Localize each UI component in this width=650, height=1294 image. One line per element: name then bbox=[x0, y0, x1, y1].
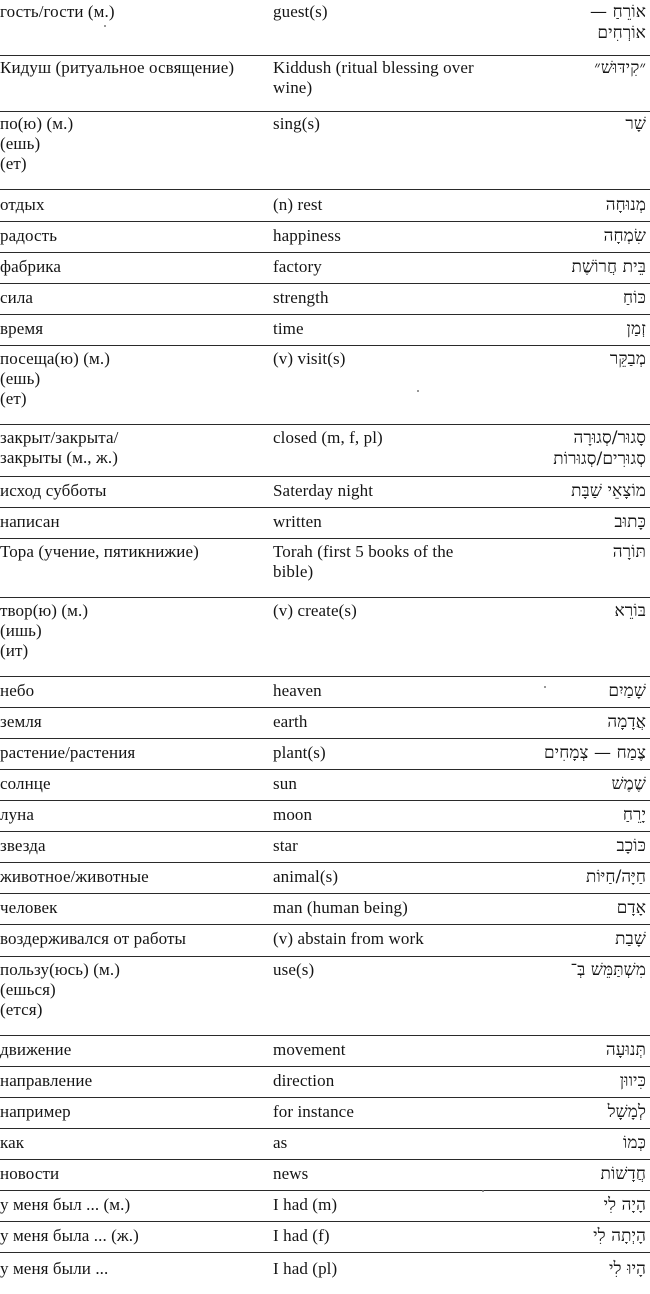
russian-term: небо bbox=[0, 681, 35, 700]
vocab-row bbox=[0, 56, 650, 112]
vocab-row bbox=[0, 222, 650, 253]
vocab-row bbox=[0, 598, 650, 677]
vocab-row bbox=[0, 346, 650, 425]
vocab-row bbox=[0, 708, 650, 739]
english-term: moon bbox=[273, 805, 313, 824]
english-term: factory bbox=[273, 257, 322, 276]
hebrew-term: צֶמַח — צְמָחִים bbox=[543, 743, 646, 763]
vocab-row bbox=[0, 863, 650, 894]
russian-term: человек bbox=[0, 898, 58, 917]
russian-term: направление bbox=[0, 1071, 93, 1090]
vocab-row bbox=[0, 801, 650, 832]
vocab-row bbox=[0, 1253, 650, 1294]
vocab-row bbox=[0, 957, 650, 1036]
hebrew-term: שָׁר bbox=[625, 114, 646, 134]
vocab-row bbox=[0, 112, 650, 190]
scan-speck bbox=[104, 25, 106, 27]
english-term: direction bbox=[273, 1071, 335, 1090]
hebrew-term: חַיָּה/חַיּוֹת bbox=[585, 867, 646, 887]
vocab-row bbox=[0, 1160, 650, 1191]
vocab-row bbox=[0, 894, 650, 925]
english-term: animal(s) bbox=[273, 867, 339, 886]
english-term: I had (f) bbox=[273, 1226, 330, 1245]
english-term: I had (m) bbox=[273, 1195, 338, 1214]
vocab-row bbox=[0, 1036, 650, 1067]
russian-term: животное/животные bbox=[0, 867, 149, 886]
vocab-row bbox=[0, 508, 650, 539]
hebrew-term: בֵּית חֲרוֹשֶׁת bbox=[571, 257, 646, 277]
russian-term: время bbox=[0, 319, 44, 338]
russian-term: например bbox=[0, 1102, 71, 1121]
hebrew-term: כּוֹחַ bbox=[622, 288, 646, 308]
english-term: Saterday night bbox=[273, 481, 374, 500]
russian-term: у меня были ... bbox=[0, 1259, 109, 1278]
hebrew-term: חֲדָשׁוֹת bbox=[600, 1164, 646, 1184]
russian-term: земля bbox=[0, 712, 42, 731]
vocab-row bbox=[0, 315, 650, 346]
russian-term: как bbox=[0, 1133, 25, 1152]
hebrew-term: כּוֹכָב bbox=[616, 836, 646, 856]
vocab-row bbox=[0, 477, 650, 508]
vocab-row bbox=[0, 0, 650, 56]
russian-term: луна bbox=[0, 805, 35, 824]
english-term: Torah (first 5 books of the bible) bbox=[273, 542, 454, 581]
russian-term: у меня был ... (м.) bbox=[0, 1195, 131, 1214]
vocab-row bbox=[0, 425, 650, 477]
russian-term: гость/гости (м.) bbox=[0, 2, 115, 21]
hebrew-term: יָרֵחַ bbox=[622, 805, 646, 825]
hebrew-term: כְּמוֹ bbox=[622, 1133, 646, 1153]
russian-term: Кидуш (ритуальное освящение) bbox=[0, 58, 235, 77]
english-term: man (human being) bbox=[273, 898, 408, 917]
english-term: guest(s) bbox=[273, 2, 328, 21]
english-term: sing(s) bbox=[273, 114, 320, 133]
vocab-row bbox=[0, 190, 650, 222]
russian-term: радость bbox=[0, 226, 58, 245]
english-term: (v) abstain from work bbox=[273, 929, 424, 948]
hebrew-term: תְּנוּעָה bbox=[605, 1040, 646, 1060]
scan-speck bbox=[482, 1190, 484, 1192]
russian-term: растение/растения bbox=[0, 743, 136, 762]
hebrew-term: כִּיווּן bbox=[619, 1071, 646, 1091]
russian-term: исход субботы bbox=[0, 481, 107, 500]
hebrew-term: בּוֹרֵא bbox=[614, 601, 646, 621]
english-term: use(s) bbox=[273, 960, 315, 979]
hebrew-term: כָּתוּב bbox=[614, 512, 646, 532]
hebrew-term: מְנוּחָה bbox=[605, 195, 646, 215]
vocab-row bbox=[0, 253, 650, 284]
english-term: earth bbox=[273, 712, 308, 731]
scan-speck bbox=[544, 686, 546, 688]
english-term: strength bbox=[273, 288, 329, 307]
hebrew-term: שָׁבַת bbox=[615, 929, 646, 949]
russian-term: воздерживался от работы bbox=[0, 929, 187, 948]
vocab-row bbox=[0, 677, 650, 708]
english-term: for instance bbox=[273, 1102, 354, 1121]
russian-term: по(ю) (м.) (ешь) (ет) bbox=[0, 114, 74, 173]
vocab-row bbox=[0, 1098, 650, 1129]
russian-term: звезда bbox=[0, 836, 46, 855]
english-term: sun bbox=[273, 774, 297, 793]
vocab-row bbox=[0, 770, 650, 801]
hebrew-term: אָדָם bbox=[616, 898, 646, 918]
russian-term: движение bbox=[0, 1040, 72, 1059]
russian-term: Тора (учение, пятикнижие) bbox=[0, 542, 199, 561]
hebrew-term: זְמַן bbox=[626, 319, 646, 339]
english-term: movement bbox=[273, 1040, 346, 1059]
vocab-row bbox=[0, 1191, 650, 1222]
english-term: star bbox=[273, 836, 298, 855]
english-term: written bbox=[273, 512, 322, 531]
hebrew-term: שִׂמְחָה bbox=[603, 226, 646, 246]
vocab-row bbox=[0, 925, 650, 957]
english-term: (v) visit(s) bbox=[273, 349, 346, 368]
hebrew-term: סָגוּר/סְגוּרָה סְגוּרִים/סְגוּרוֹת bbox=[553, 428, 646, 469]
russian-term: у меня была ... (ж.) bbox=[0, 1226, 139, 1245]
english-term: closed (m, f, pl) bbox=[273, 428, 383, 447]
russian-term: твор(ю) (м.) (ишь) (ит) bbox=[0, 601, 89, 660]
russian-term: солнце bbox=[0, 774, 51, 793]
hebrew-term: שָׁמַיִם bbox=[608, 681, 646, 701]
russian-term: пользу(юсь) (м.) (ешься) (ется) bbox=[0, 960, 120, 1019]
hebrew-term: לְמָשָׁל bbox=[607, 1102, 646, 1122]
vocab-row bbox=[0, 1222, 650, 1253]
vocab-row bbox=[0, 539, 650, 598]
hebrew-term: הָיָה לִי bbox=[603, 1195, 646, 1215]
english-term: happiness bbox=[273, 226, 341, 245]
vocab-row bbox=[0, 739, 650, 770]
english-term: Kiddush (ritual blessing over wine) bbox=[273, 58, 474, 97]
english-term: time bbox=[273, 319, 304, 338]
russian-term: посеща(ю) (м.) (ешь) (ет) bbox=[0, 349, 110, 408]
hebrew-term: שֶׁמֶשׁ bbox=[611, 774, 646, 794]
hebrew-term: ״קִידּוּשׁ״ bbox=[594, 58, 646, 78]
hebrew-term: מִשְׁתַּמֵּשׁ בְּ־ bbox=[570, 960, 646, 980]
russian-term: написан bbox=[0, 512, 60, 531]
english-term: heaven bbox=[273, 681, 322, 700]
hebrew-term: הָיְתָה לִי bbox=[593, 1226, 646, 1246]
russian-term: новости bbox=[0, 1164, 60, 1183]
hebrew-term: מְבַקֵּר bbox=[609, 349, 646, 369]
english-term: plant(s) bbox=[273, 743, 326, 762]
hebrew-term: הָיוּ לִי bbox=[609, 1259, 646, 1279]
russian-term: фабрика bbox=[0, 257, 62, 276]
english-term: I had (pl) bbox=[273, 1259, 338, 1278]
hebrew-term: מוֹצָאֵי שַׁבָּת bbox=[571, 481, 646, 501]
english-term: (n) rest bbox=[273, 195, 323, 214]
russian-term: отдых bbox=[0, 195, 45, 214]
vocab-row bbox=[0, 832, 650, 863]
scan-speck bbox=[417, 390, 419, 392]
hebrew-term: אֲדָמָה bbox=[607, 712, 646, 732]
vocab-row bbox=[0, 1129, 650, 1160]
vocab-row bbox=[0, 284, 650, 315]
english-term: as bbox=[273, 1133, 288, 1152]
russian-term: закрыт/закрыта/ закрыты (м., ж.) bbox=[0, 428, 119, 467]
english-term: (v) create(s) bbox=[273, 601, 357, 620]
vocab-row bbox=[0, 1067, 650, 1098]
column-divider bbox=[263, 0, 265, 1294]
hebrew-term: תּוֹרָה bbox=[612, 542, 646, 562]
russian-term: сила bbox=[0, 288, 34, 307]
hebrew-term: אוֹרֵחַ — אוֹרְחִים bbox=[590, 2, 646, 43]
english-term: news bbox=[273, 1164, 309, 1183]
